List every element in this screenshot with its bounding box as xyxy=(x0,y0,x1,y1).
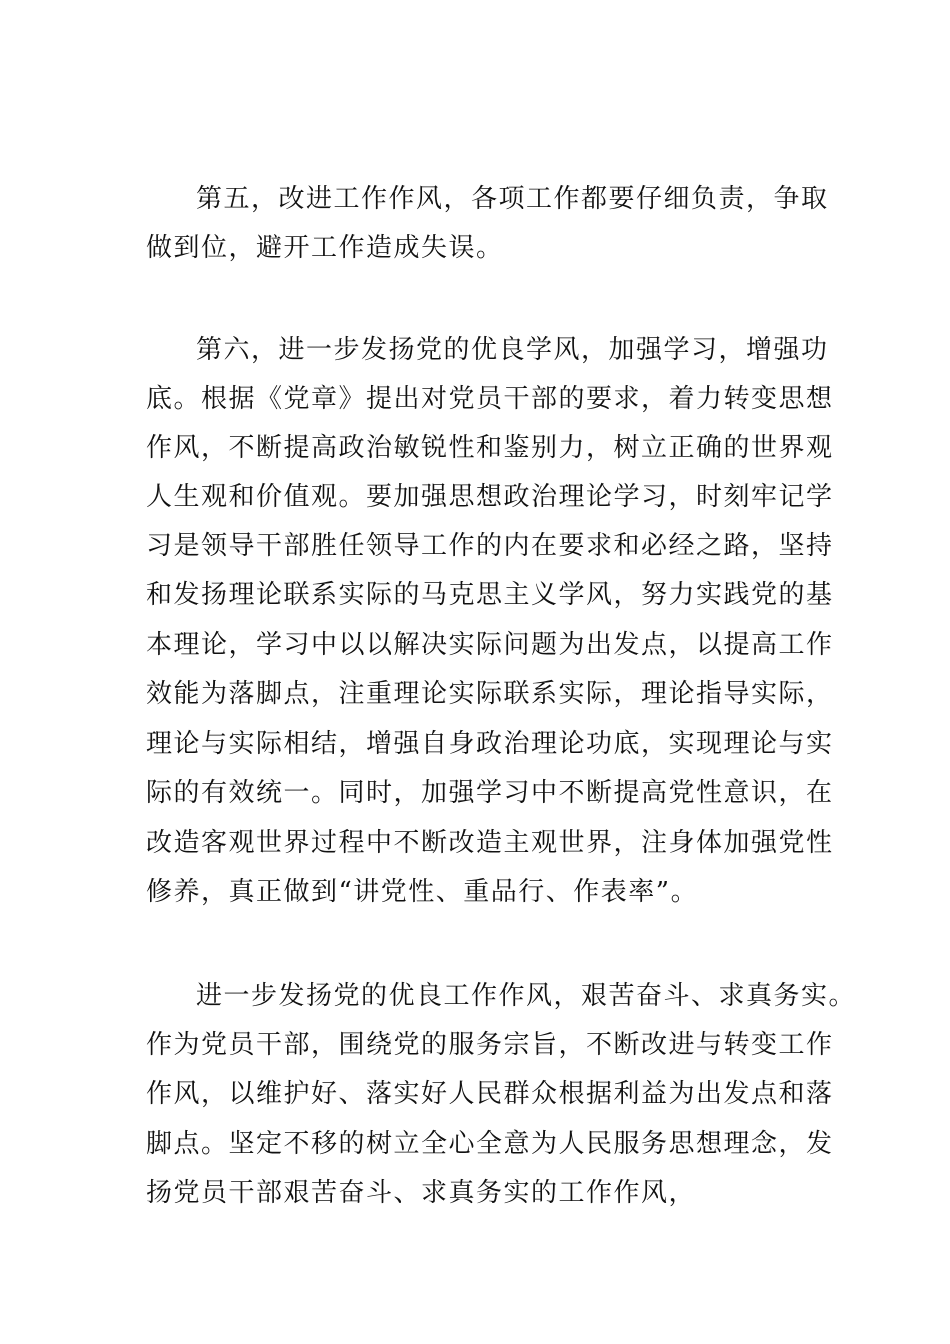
text-line: 第六，进一步发扬党的优良学风，加强学习，增强功 xyxy=(196,335,829,365)
text-line: 习是领导干部胜任领导工作的内在要求和必经之路，坚持 xyxy=(146,531,834,561)
text-line: 作为党员干部，围绕党的服务宗旨，不断改进与转变工作 xyxy=(146,1030,834,1060)
text-line: 修养，真正做到“讲党性、重品行、作表率”。 xyxy=(146,877,699,907)
text-line: 本理论，学习中以以解决实际问题为出发点，以提高工作 xyxy=(146,630,834,660)
text-line: 第五，改进工作作风，各项工作都要仔细负责，争取 xyxy=(196,184,829,214)
text-line: 改造客观世界过程中不断改造主观世界，注身体加强党性 xyxy=(146,828,834,858)
text-line: 理论与实际相结，增强自身政治理论功底，实现理论与实 xyxy=(146,729,834,759)
text-line: 脚点。坚定不移的树立全心全意为人民服务思想理念，发 xyxy=(146,1129,834,1159)
text-line: 作风，不断提高政治敏锐性和鉴别力，树立正确的世界观 xyxy=(146,433,834,463)
text-line: 扬党员干部艰苦奋斗、求真务实的工作作风， xyxy=(146,1178,697,1208)
text-line: 效能为落脚点，注重理论实际联系实际，理论指导实际， xyxy=(146,679,834,709)
text-line: 作风，以维护好、落实好人民群众根据利益为出发点和落 xyxy=(146,1079,834,1109)
text-line: 和发扬理论联系实际的马克思主义学风，努力实践党的基 xyxy=(146,580,834,610)
text-line: 做到位，避开工作造成失误。 xyxy=(146,233,504,263)
text-line: 进一步发扬党的优良工作作风，艰苦奋斗、求真务实。 xyxy=(196,981,857,1011)
text-line: 底。根据《党章》提出对党员干部的要求，着力转变思想 xyxy=(146,384,834,414)
text-line: 际的有效统一。同时，加强学习中不断提高党性意识，在 xyxy=(146,778,834,808)
text-line: 人生观和价值观。要加强思想政治理论学习，时刻牢记学 xyxy=(146,482,834,512)
